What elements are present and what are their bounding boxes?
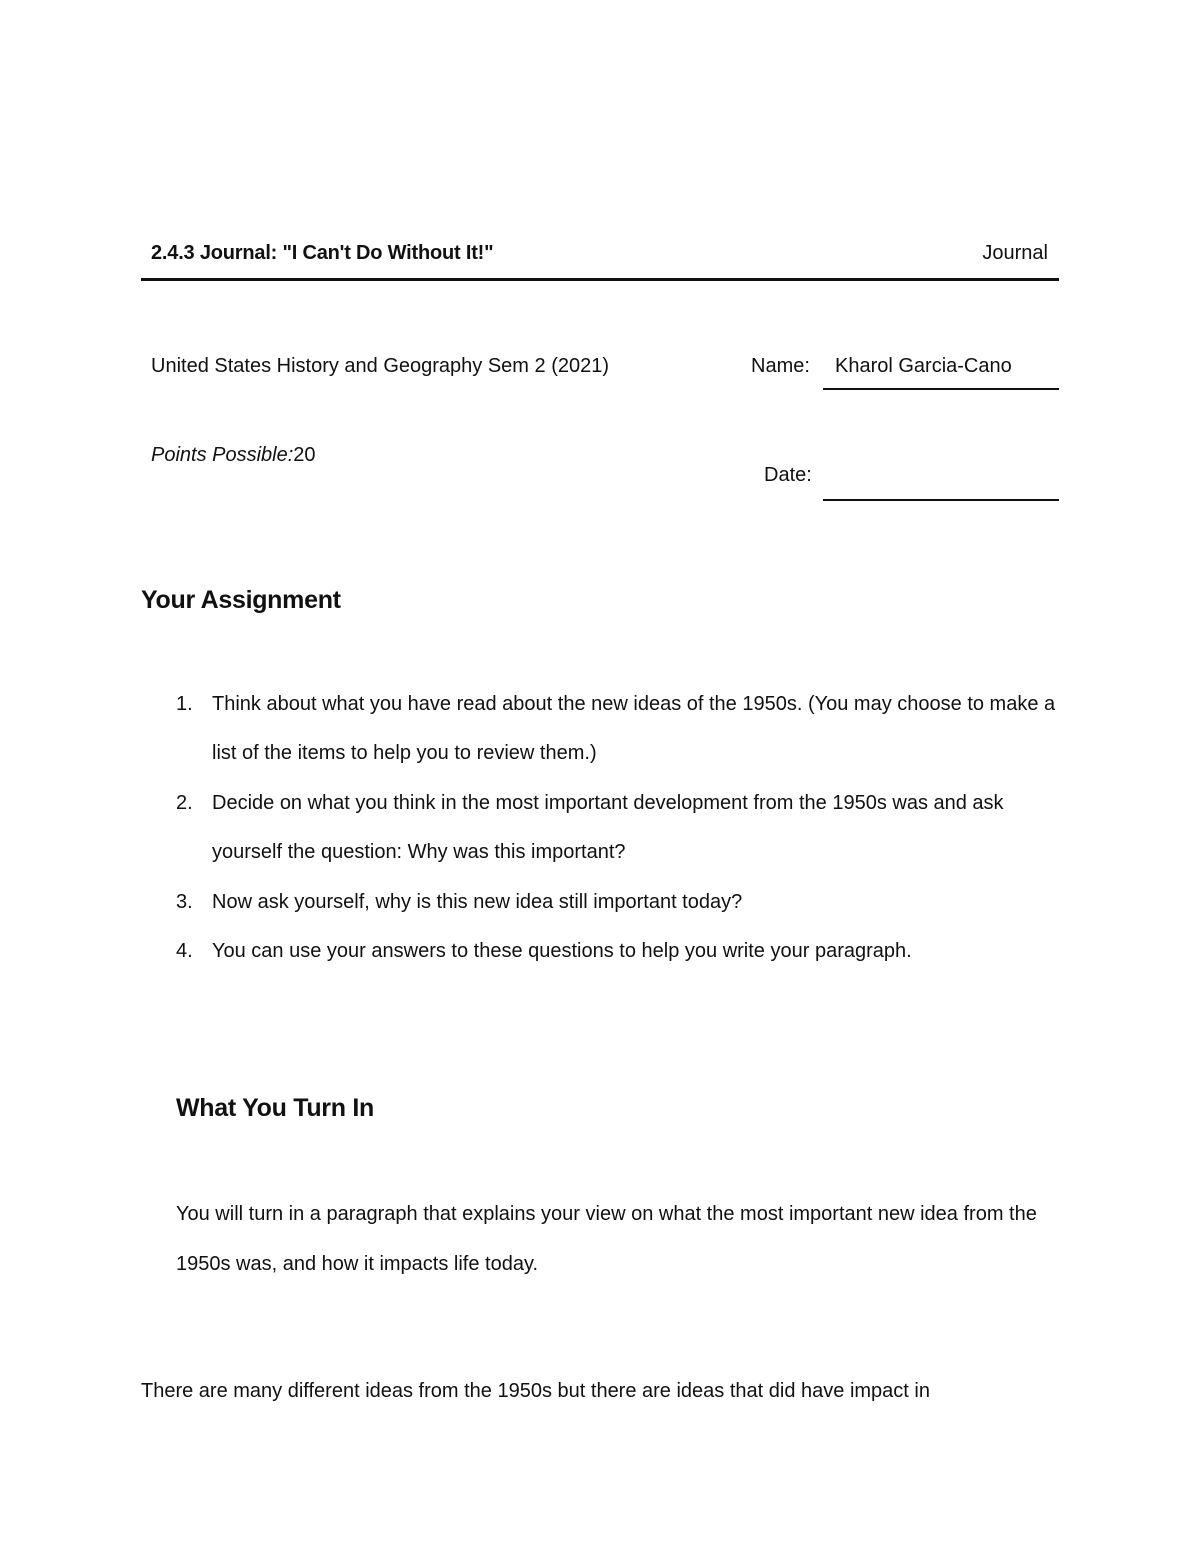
step-number: 3.: [176, 890, 193, 913]
step-text: You can use your answers to these questions to help you write your paragraph.: [212, 940, 912, 963]
step-number: 1.: [176, 693, 193, 715]
list-item: [176, 680, 1056, 779]
list-item: [176, 927, 1056, 976]
list-item: [176, 878, 1056, 927]
assignment-heading: Your Assignment: [141, 586, 341, 614]
points-label: Points Possible:: [151, 444, 294, 466]
step-number: 4.: [176, 940, 193, 963]
step-number: 2.: [176, 791, 193, 814]
step-text: Think about what you have read about the new ideas of the 1950s. (You may choose to make a list of the items to help you to review them.): [212, 693, 1056, 765]
name-field-underline: [823, 388, 1059, 390]
course-name: United States History and Geography Sem 2 (2021): [151, 355, 610, 377]
name-value[interactable]: Kharol Garcia-Cano: [835, 355, 1012, 377]
list-item: [176, 779, 1056, 878]
turn-in-heading: What You Turn In: [176, 1094, 374, 1122]
points-value: 20: [293, 444, 316, 466]
assignment-steps-list: [176, 680, 1056, 976]
date-label: Date:: [764, 464, 812, 486]
document-title: 2.4.3 Journal: "I Can't Do Without It!": [151, 242, 494, 264]
name-label: Name:: [751, 355, 810, 377]
document-type: Journal: [982, 242, 1048, 264]
points-possible: [151, 444, 316, 467]
turn-in-paragraph: You will turn in a paragraph that explains your view on what the most important new idea from the 1950s was, and how it impacts life today.: [176, 1203, 1037, 1275]
header-divider: [141, 278, 1059, 281]
step-text: Now ask yourself, why is this new idea still important today?: [212, 890, 743, 913]
step-text: Decide on what you think in the most important development from the 1950s was and ask yourself the question: Why was this important?: [212, 791, 1004, 864]
date-field-underline[interactable]: [823, 499, 1059, 501]
student-response[interactable]: There are many different ideas from the 1950s but there are ideas that did have impact in: [141, 1380, 930, 1402]
